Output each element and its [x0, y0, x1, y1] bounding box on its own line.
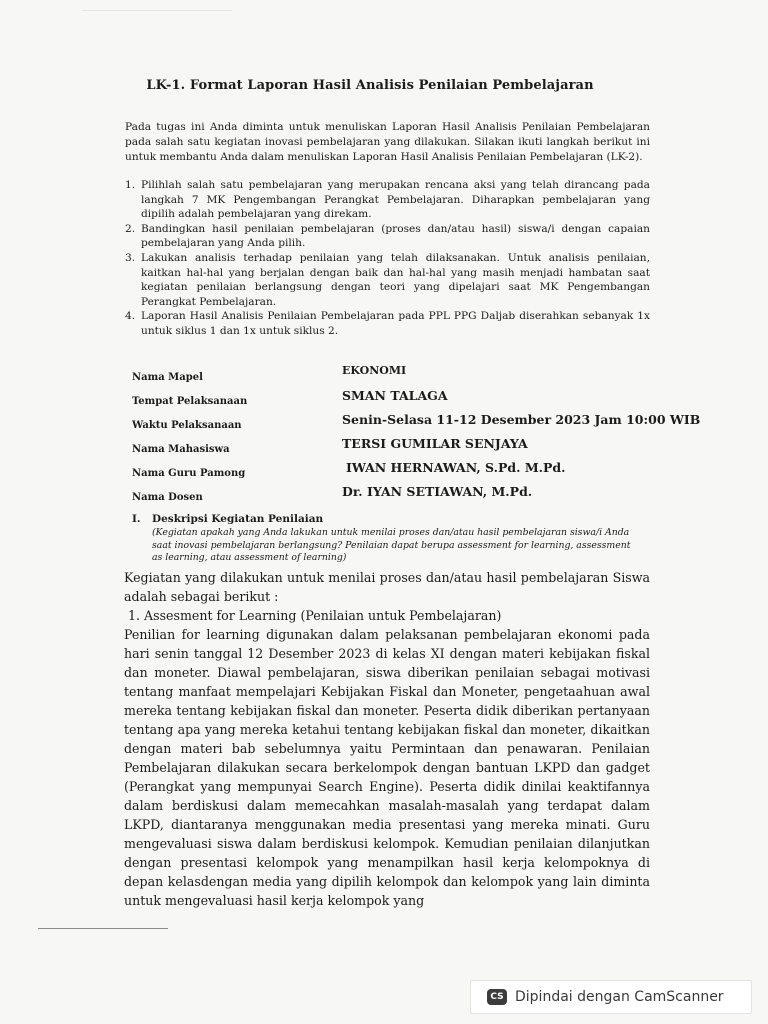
- info-label: Tempat Pelaksanaan: [132, 396, 248, 407]
- instruction-number: 2.: [125, 222, 136, 235]
- report-body: [124, 568, 650, 910]
- document-title: LK-1. Format Laporan Hasil Analisis Penilaian Pembelajaran: [146, 78, 594, 93]
- instruction-list: [125, 178, 650, 339]
- intro-paragraph: Pada tugas ini Anda diminta untuk menuliskan Laporan Hasil Analisis Penilaian Pembelajaran pada salah satu kegiatan inovasi pembelajaran yang dilakukan. Silakan ikuti langkah berikut ini untuk membantu Anda dalam menuliskan Laporan Hasil Analisis Penilaian Pembelajaran (LK-2).: [125, 121, 650, 163]
- section-number: I.: [132, 513, 141, 525]
- instruction-item: [125, 178, 650, 222]
- info-row-mapel: [132, 364, 692, 388]
- section-heading: [132, 513, 323, 525]
- info-value: SMAN TALAGA: [342, 388, 448, 403]
- body-lead: Kegiatan yang dilakukan untuk menilai proses dan/atau hasil pembelajaran Siswa adalah sebagai berikut :: [124, 570, 650, 604]
- identity-table: [132, 364, 701, 508]
- info-value: Dr. IYAN SETIAWAN, M.Pd.: [342, 484, 533, 499]
- instruction-number: 3.: [125, 251, 136, 264]
- footnote-rule: [38, 928, 168, 929]
- info-label: Nama Mapel: [132, 372, 203, 383]
- instruction-item: [125, 222, 650, 251]
- info-row-dosen: [132, 484, 692, 508]
- info-row-guru-pamong: [132, 460, 692, 484]
- camscanner-watermark: [470, 980, 752, 1014]
- info-label: Waktu Pelaksanaan: [132, 420, 242, 431]
- info-label: Nama Guru Pamong: [132, 468, 246, 479]
- instruction-text: Laporan Hasil Analisis Penilaian Pembelajaran pada PPL PPG Daljab diserahkan sebanyak 1x untuk siklus 1 dan 1x untuk siklus 2.: [141, 310, 650, 337]
- info-label: Nama Mahasiswa: [132, 444, 230, 455]
- info-value: EKONOMI: [342, 364, 407, 377]
- section-title: Deskripsi Kegiatan Penilaian: [152, 513, 324, 525]
- info-row-mahasiswa: [132, 436, 692, 460]
- instruction-item: [125, 251, 650, 309]
- instruction-number: 1.: [125, 179, 136, 191]
- instruction-text: Pilihlah salah satu pembelajaran yang merupakan rencana aksi yang telah dirancang pada langkah 7 MK Pengembangan Perangkat Pembelajaran. Diharapkan pembelajaran yang dipilih adalah pembelajaran yang direkam.: [141, 179, 650, 221]
- body-subheading: 1. Assesment for Learning (Penilaian untuk Pembelajaran): [128, 608, 502, 623]
- instruction-text: Lakukan analisis terhadap penilaian yang telah dilaksanakan. Untuk analisis penilaian, kaitkan hal-hal yang berjalan dengan baik dan hal-hal yang masih menjadi hambatan saat kegiatan penilaian berlangsung dengan teori yang dipelajari saat MK Pengembangan Perangkat Pembelajaran.: [141, 251, 650, 308]
- body-paragraph: Penilian for learning digunakan dalam pelaksanan pembelajaran ekonomi pada hari senin tanggal 12 Desember 2023 di kelas XI dengan materi kebijakan fiskal dan moneter. Diawal pembelajaran, siswa diberikan penilaian sebagai motivasi tentang manfaat mempelajari Kebijakan Fiskal dan Moneter, pengetaahuan awal mereka tentang kebijakan fiskal dan moneter. Peserta didik diberikan pertanyaan tentang apa yang mereka ketahui tentang kebijakan fiskal dan moneter, dikaitkan dengan materi bab sebelumnya yaitu Permintaan dan penawaran. Penilaian Pembelajaran dilakukan secara berkelompok dengan bantuan LKPD dan gadget (Perangkat yang mempunyai Search Engine). Peserta didik dinilai keaktifannya dalam berdiskusi dalam memecahkan masalah-masalah yang terdapat dalam LKPD, diantaranya menggunakan media presentasi yang mereka minati. Guru mengevaluasi siswa dalam berdiskusi kelompok. Kemudian penilaian dilanjutkan dengan presentasi kelompok yang menampilkan hasil kerja kelompoknya di depan kelasdengan media yang dipilih kelompok dan kelompok yang lain diminta untuk mengevaluasi hasil kerja kelompok yang: [124, 627, 650, 908]
- info-value: TERSI GUMILAR SENJAYA: [342, 436, 528, 451]
- camscanner-logo-icon: CS: [487, 989, 507, 1005]
- watermark-text: Dipindai dengan CamScanner: [515, 989, 724, 1005]
- info-value: Senin-Selasa 11-12 Desember 2023 Jam 10:00 WIB: [342, 412, 701, 427]
- info-value: IWAN HERNAWAN, S.Pd. M.Pd.: [346, 460, 566, 475]
- info-label: Nama Dosen: [132, 492, 203, 503]
- section-note: (Kegiatan apakah yang Anda lakukan untuk menilai proses dan/atau hasil pembelajaran siswa/i Anda saat inovasi pembelajaran berlangsung? Penilaian dapat berupa assessment for learning, assessment as learning, atau assessment of learning): [152, 527, 631, 563]
- instruction-item: [125, 309, 650, 338]
- instruction-text: Bandingkan hasil penilaian pembelajaran (proses dan/atau hasil) siswa/i dengan capaian pembelajaran yang Anda pilih.: [141, 222, 650, 250]
- info-row-tempat: [132, 388, 692, 412]
- scan-artifact-line: [82, 10, 232, 11]
- instruction-number: 4.: [125, 310, 136, 323]
- info-row-waktu: [132, 412, 701, 436]
